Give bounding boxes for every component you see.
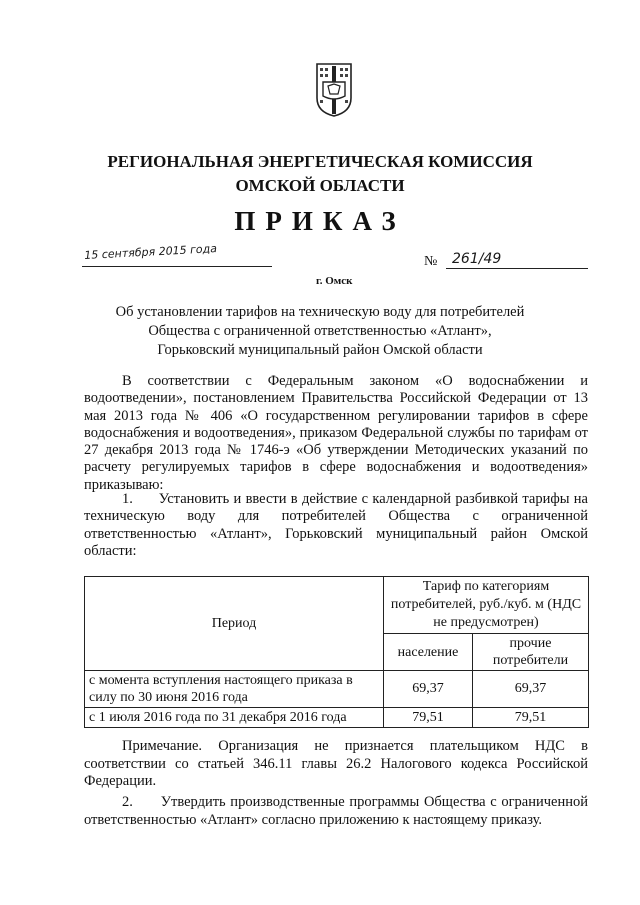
item-1-text: Установить и ввести в действие с календарной разбивкой тарифы на техническую воду для потребителей Общества с ограниченной ответственностью «Атлант», Горьковский муниципальный район Омской области: xyxy=(84,491,588,559)
handwritten-date: 15 сентября 2015 года xyxy=(84,242,218,262)
organization-name-line2: ОМСКОЙ ОБЛАСТИ xyxy=(235,176,405,195)
document-subject xyxy=(0,303,640,360)
table-row xyxy=(85,708,589,728)
subject-line: Горьковский муниципальный район Омской области xyxy=(157,342,483,358)
coat-of-arms-icon xyxy=(315,62,353,118)
column-header-period: Период xyxy=(85,577,384,671)
subject-line: Об установлении тарифов на техническую воду для потребителей xyxy=(115,304,525,320)
table-row xyxy=(85,671,589,708)
row-other-tariff: 79,51 xyxy=(473,708,589,728)
row-population-tariff: 79,51 xyxy=(384,708,473,728)
handwritten-number: 261/49 xyxy=(452,251,502,267)
organization-name-line1: РЕГИОНАЛЬНАЯ ЭНЕРГЕТИЧЕСКАЯ КОМИССИЯ xyxy=(107,152,533,171)
note-paragraph xyxy=(84,738,588,791)
preamble-paragraph xyxy=(84,373,588,494)
preamble-text: В соответствии с Федеральным законом «О водоснабжении и водоотведении», постановлением Правительства Российской Федерации от 13 мая 2013 года № 406 «О государственном регулировании тарифов в сфере водоснабжения и водоотведения», приказом Федеральной службы по тарифам от 27 декабря 2013 года № 1746-э «Об утверждении Методических указаний по расчету регулируемых тарифов в сфере водоснабжения и водоотведения» приказываю: xyxy=(84,373,588,493)
row-period: с момента вступления настоящего приказа в силу по 30 июня 2016 года xyxy=(85,671,384,708)
item-1-paragraph xyxy=(84,491,588,560)
city-label: г. Омск xyxy=(316,275,353,287)
item-2-number: 2. xyxy=(122,794,133,810)
note-text: Примечание. Организация не признается плательщиком НДС в соответствии со статьей 346.11 главы 26.2 Налогового кодекса Российской Федерации. xyxy=(84,738,588,789)
subject-line: Общества с ограниченной ответственностью «Атлант», xyxy=(148,323,492,339)
number-label: № xyxy=(424,254,438,269)
row-other-tariff: 69,37 xyxy=(473,671,589,708)
item-1-number: 1. xyxy=(122,491,133,507)
column-header-population: население xyxy=(384,634,473,671)
date-underline xyxy=(82,266,272,267)
document-title: ПРИКАЗ xyxy=(234,206,406,236)
number-underline xyxy=(446,268,588,269)
tariff-table xyxy=(84,576,589,728)
row-population-tariff: 69,37 xyxy=(384,671,473,708)
column-header-tariff-group: Тариф по категориям потребителей, руб./куб. м (НДС не предусмотрен) xyxy=(384,577,589,634)
item-2-text: Утвердить производственные программы Общества с ограниченной ответственностью «Атлант» согласно приложению к настоящему приказу. xyxy=(84,794,588,828)
column-header-other: прочие потребители xyxy=(473,634,589,671)
row-period: с 1 июля 2016 года по 31 декабря 2016 года xyxy=(85,708,384,728)
item-2-paragraph xyxy=(84,794,588,829)
